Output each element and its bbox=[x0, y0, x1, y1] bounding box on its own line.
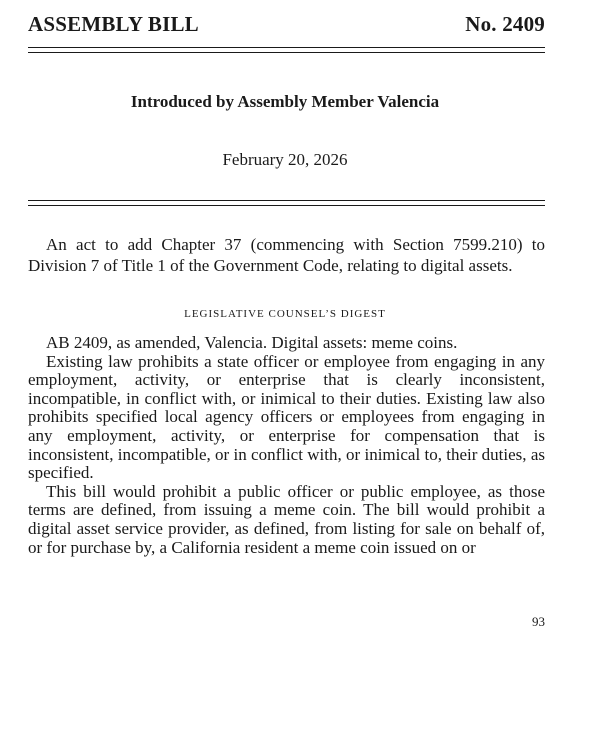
introduction-date: February 20, 2026 bbox=[222, 150, 348, 169]
digest-paragraph: Existing law prohibits a state officer or employee from engaging in any employment, activity, or enterprise that is clearly inconsistent, incompatible, in conflict with, or inimical to their duties. Existing law also prohibits specified local agency officers or employees from engaging in any employment, activity, or enterprise for compensation that is inconsistent, incompatible, or in conflict with, or inimical to, their duties, as specified. bbox=[28, 351, 545, 483]
digest-body bbox=[28, 334, 545, 557]
act-title: An act to add Chapter 37 (commencing with Section 7599.210) to Division 7 of Title 1 of the Government Code, relating to digital assets. bbox=[28, 235, 545, 275]
bill-type: ASSEMBLY BILL bbox=[28, 12, 199, 36]
digest-heading: LEGISLATIVE COUNSEL’S DIGEST bbox=[184, 308, 386, 320]
digest-paragraph: This bill would prohibit a public officer or public employee, as those terms are defined, from issuing a meme coin. The bill would prohibit a digital asset service provider, as defined, from listing for sale on behalf of, or for purchase by, a California resident a meme coin issued on or bbox=[28, 481, 545, 557]
bill-header bbox=[28, 12, 545, 40]
digest-paragraph: AB 2409, as amended, Valencia. Digital assets: meme coins. bbox=[46, 333, 458, 352]
page-number: 93 bbox=[532, 614, 545, 629]
introduced-by: Introduced by Assembly Member Valencia bbox=[130, 92, 440, 111]
bill-number: No. 2409 bbox=[465, 12, 545, 36]
title-divider bbox=[28, 200, 545, 206]
header-divider bbox=[28, 47, 545, 53]
